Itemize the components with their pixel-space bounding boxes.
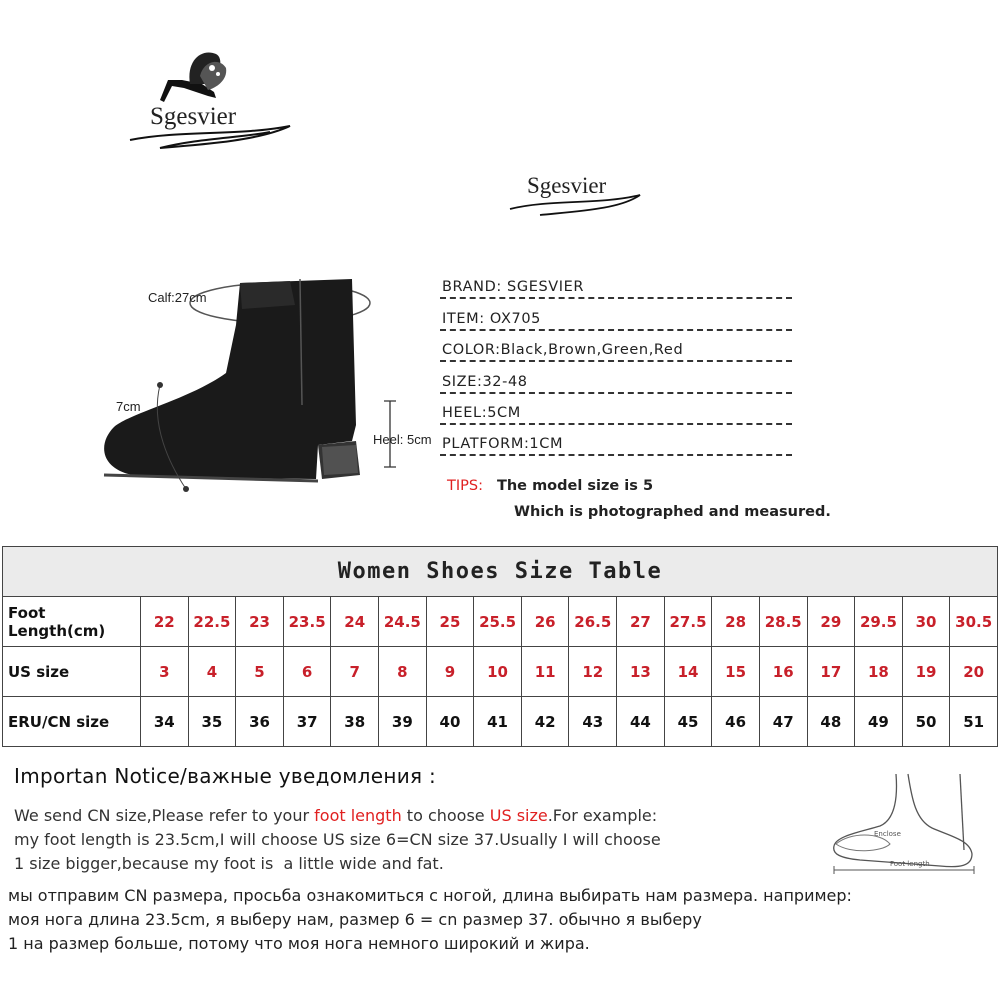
notice-en-line3: 1 size bigger,because my foot is a little wide and fat. [14, 854, 444, 873]
size-cell: 27 [617, 597, 665, 647]
size-cell: 17 [807, 647, 855, 697]
notice-en-text: We send CN size,Please refer to your [14, 806, 315, 825]
tips-block [447, 478, 831, 520]
size-cell: 6 [283, 647, 331, 697]
size-cell: 30.5 [950, 597, 998, 647]
spec-row [440, 268, 792, 299]
size-cell: 23.5 [283, 597, 331, 647]
size-cell: 11 [521, 647, 569, 697]
size-cell: 28 [712, 597, 760, 647]
foot-measure-diagram-icon [820, 770, 990, 880]
notice-ru-line1: мы отправим CN размера, просьба ознакомиться с ногой, длина выбирать нам размера. например: [8, 886, 852, 905]
notice-english [14, 804, 661, 876]
size-cell: 51 [950, 697, 998, 747]
high-heel-butterfly-logo-icon [120, 40, 300, 160]
brand-logo-top-text: Sgesvier [150, 103, 237, 130]
size-cell: 24.5 [379, 597, 427, 647]
size-table [2, 546, 998, 747]
notice-russian [8, 884, 852, 956]
size-cell: 27.5 [664, 597, 712, 647]
size-cell: 50 [902, 697, 950, 747]
tips-line1: The model size is 5 [496, 478, 654, 494]
size-cell: 16 [759, 647, 807, 697]
size-cell: 22.5 [188, 597, 236, 647]
size-cell: 26.5 [569, 597, 617, 647]
size-cell: 4 [188, 647, 236, 697]
size-cell: 38 [331, 697, 379, 747]
size-table-row [3, 697, 998, 747]
size-cell: 13 [617, 647, 665, 697]
size-cell: 30 [902, 597, 950, 647]
calf-annotation: Calf:27cm [148, 290, 207, 305]
size-row-label: Foot Length(cm) [3, 597, 141, 647]
notice-en-highlight-us-size: US size [489, 806, 548, 825]
size-cell: 40 [426, 697, 474, 747]
spec-heel: HEEL:5CM [442, 404, 521, 421]
size-cell: 12 [569, 647, 617, 697]
tips-line2: Which is photographed and measured. [514, 504, 831, 520]
size-cell: 10 [474, 647, 522, 697]
notice-en-highlight-foot-length: foot length [314, 806, 402, 825]
size-cell: 45 [664, 697, 712, 747]
notice-en-line2: my foot length is 23.5cm,I will choose US size 6=CN size 37.Usually I will choose [14, 830, 661, 849]
size-cell: 46 [712, 697, 760, 747]
size-cell: 20 [950, 647, 998, 697]
size-table-title: Women Shoes Size Table [3, 547, 998, 597]
spec-row [440, 299, 792, 330]
size-cell: 25 [426, 597, 474, 647]
foot-length-label: Foot length [890, 860, 930, 868]
size-cell: 43 [569, 697, 617, 747]
heel-annotation: Heel: 5cm [373, 432, 432, 447]
size-cell: 34 [141, 697, 189, 747]
size-cell: 8 [379, 647, 427, 697]
size-cell: 26 [521, 597, 569, 647]
size-row-label: US size [3, 647, 141, 697]
size-cell: 42 [521, 697, 569, 747]
size-cell: 47 [759, 697, 807, 747]
size-cell: 49 [855, 697, 903, 747]
spec-size: SIZE:32-48 [442, 373, 528, 390]
size-cell: 36 [236, 697, 284, 747]
size-cell: 7 [331, 647, 379, 697]
spec-list [440, 268, 792, 456]
size-cell: 5 [236, 647, 284, 697]
spec-row [440, 331, 792, 362]
size-cell: 22 [141, 597, 189, 647]
ankle-boot-image [90, 265, 450, 505]
size-cell: 28.5 [759, 597, 807, 647]
tips-label: TIPS: [447, 478, 483, 494]
size-cell: 14 [664, 647, 712, 697]
spec-brand: BRAND: SGESVIER [442, 279, 585, 296]
notice-ru-line2: моя нога длина 23.5cm, я выберу нам, размер 6 = cn размер 37. обычно я выберу [8, 910, 702, 929]
size-cell: 37 [283, 697, 331, 747]
size-cell: 18 [855, 647, 903, 697]
size-cell: 39 [379, 697, 427, 747]
notice-en-text: to choose [401, 806, 490, 825]
size-cell: 44 [617, 697, 665, 747]
size-cell: 9 [426, 647, 474, 697]
spec-row [440, 362, 792, 393]
size-row-label: ERU/CN size [3, 697, 141, 747]
size-table-row [3, 647, 998, 697]
spec-color: COLOR:Black,Brown,Green,Red [442, 342, 684, 359]
size-cell: 23 [236, 597, 284, 647]
size-cell: 3 [141, 647, 189, 697]
size-cell: 41 [474, 697, 522, 747]
size-cell: 29.5 [855, 597, 903, 647]
notice-en-text: .For example: [547, 806, 658, 825]
size-cell: 19 [902, 647, 950, 697]
foot-enclose-label: Enclose [874, 830, 901, 838]
size-cell: 25.5 [474, 597, 522, 647]
brand-logo-mid-text: Sgesvier [527, 173, 607, 198]
spec-platform: PLATFORM:1CM [442, 436, 564, 453]
spec-row [440, 394, 792, 425]
spec-row [440, 425, 792, 456]
spec-item: ITEM: OX705 [442, 310, 541, 327]
notice-title: Importan Notice/важные уведомления : [14, 764, 437, 788]
size-table-row [3, 597, 998, 647]
shaft-annotation: 7cm [116, 399, 141, 414]
size-cell: 15 [712, 647, 760, 697]
size-cell: 48 [807, 697, 855, 747]
notice-ru-line3: 1 на размер больше, потому что моя нога немного широкий и жира. [8, 934, 590, 953]
size-cell: 24 [331, 597, 379, 647]
size-cell: 29 [807, 597, 855, 647]
size-cell: 35 [188, 697, 236, 747]
